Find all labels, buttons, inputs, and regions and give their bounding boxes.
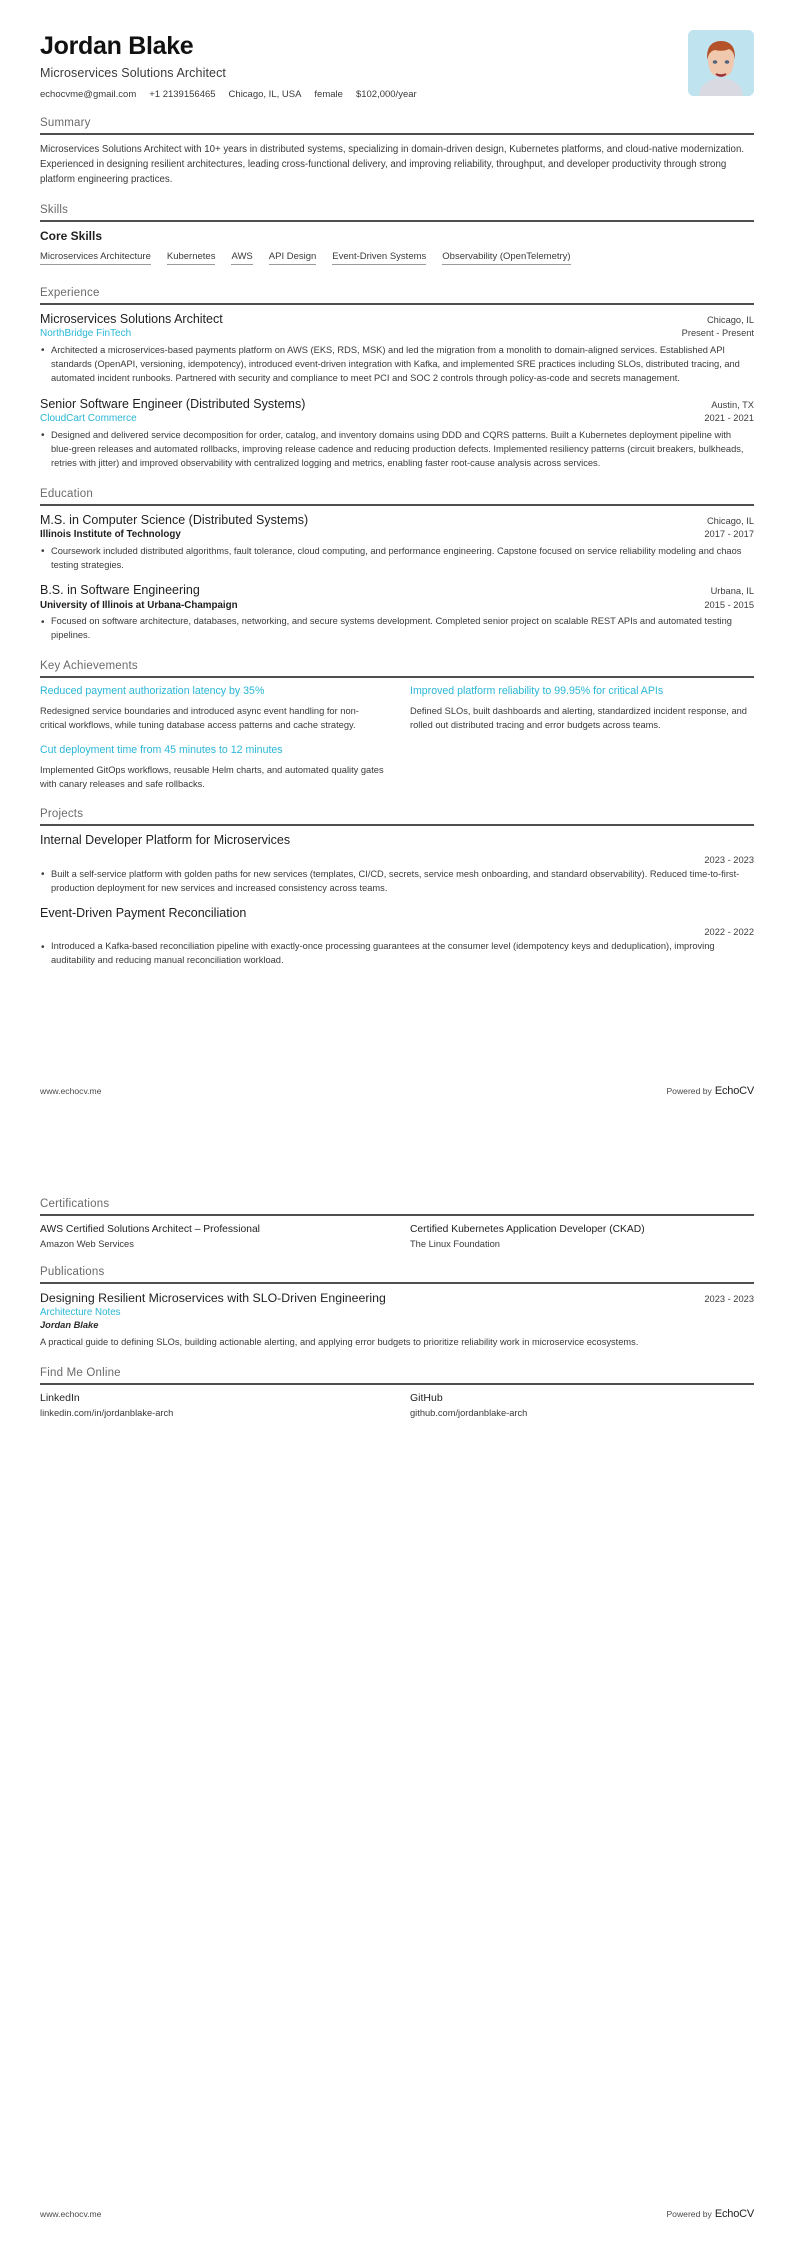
section-divider — [40, 133, 754, 135]
page-footer — [40, 2208, 754, 2220]
certification-issuer: The Linux Foundation — [410, 1238, 500, 1249]
header-text-block — [40, 30, 417, 100]
education-dates: 2015 - 2015 — [704, 600, 754, 611]
contact-phone: +1 2139156465 — [149, 88, 216, 100]
footer-powered-by — [666, 1085, 754, 1097]
skill-item: Kubernetes — [167, 251, 216, 265]
section-key-achievements — [40, 660, 754, 791]
achievement-card — [40, 685, 384, 733]
certification-entry — [410, 1223, 754, 1249]
page-footer — [40, 1085, 754, 1097]
contact-gender: female — [314, 88, 343, 100]
skill-list — [40, 251, 754, 270]
section-title-links: Find Me Online — [40, 1366, 121, 1379]
resume-page-2 — [0, 1123, 794, 2246]
contact-line — [40, 89, 417, 100]
project-dates: 2023 - 2023 — [704, 854, 754, 865]
contact-salary: $102,000/year — [355, 88, 417, 100]
section-title-education: Education — [40, 487, 93, 500]
section-summary — [40, 117, 754, 187]
experience-entry — [40, 312, 754, 386]
section-title-projects: Projects — [40, 808, 84, 821]
skill-item: Microservices Architecture — [40, 251, 151, 265]
achievement-description: Defined SLOs, built dashboards and alerting, standardized incident response, and rolled out distributed tracing and error budgets across teams. — [410, 705, 747, 731]
education-location: Chicago, IL — [706, 515, 754, 526]
publication-title: Designing Resilient Microservices with SLO-Driven Engineering — [40, 1290, 386, 1305]
certification-issuer: Amazon Web Services — [40, 1238, 134, 1249]
section-certifications — [40, 1198, 754, 1249]
achievement-card — [40, 744, 384, 792]
section-title-summary: Summary — [40, 116, 91, 129]
section-divider — [40, 303, 754, 305]
link-entry-linkedin[interactable] — [40, 1392, 384, 1418]
bullet-item: • Introduced a Kafka-based reconciliation pipeline with exactly-once processing guarantees at the consumer level (idempotency keys and deduplication), improving auditability and reducing manual reconciliation workload. — [40, 940, 754, 968]
achievements-grid — [40, 685, 754, 791]
skill-item: API Design — [269, 251, 317, 265]
project-dates: 2022 - 2022 — [704, 927, 754, 938]
section-divider — [40, 1383, 754, 1385]
section-projects — [40, 808, 754, 968]
section-publications — [40, 1266, 754, 1350]
section-title-achievements: Key Achievements — [40, 660, 138, 673]
experience-job-title: Senior Software Engineer (Distributed Systems) — [40, 396, 306, 411]
certification-entry — [40, 1223, 384, 1249]
avatar-portrait-icon — [688, 30, 754, 96]
education-degree: B.S. in Software Engineering — [40, 583, 200, 598]
education-school: Illinois Institute of Technology — [40, 529, 181, 541]
link-label: GitHub — [410, 1391, 443, 1404]
publication-entry — [40, 1291, 754, 1350]
skill-group-name: Core Skills — [40, 228, 103, 243]
footer-powered-by — [666, 2208, 754, 2220]
experience-location: Chicago, IL — [706, 314, 754, 325]
project-bullets — [40, 940, 754, 968]
certifications-grid — [40, 1223, 754, 1249]
section-divider — [40, 504, 754, 506]
bullet-item: • Architected a microservices-based payments platform on AWS (EKS, RDS, MSK) and led the migration from a monolith to domain-aligned services. Established API standards (OpenAPI, versioning, idempotency), introduced event-driven integration with Kafka, and implemented SRE practices including SLOs, distributed tracing, and automated incident runbooks. Partnered with security and compliance to meet PCI and SOC 2 controls through policy-as-code and secrets management. — [40, 344, 754, 386]
experience-dates: 2021 - 2021 — [704, 413, 754, 424]
footer-powered-label: Powered by — [666, 1086, 712, 1096]
experience-location: Austin, TX — [711, 399, 754, 410]
education-dates: 2017 - 2017 — [704, 529, 754, 540]
achievement-description: Redesigned service boundaries and introduced async event handling for non-critical workflows, while tuning database access patterns and cache strategy. — [40, 705, 359, 731]
publication-dates: 2023 - 2023 — [704, 1293, 754, 1304]
section-find-me-online — [40, 1367, 754, 1418]
experience-job-title: Microservices Solutions Architect — [40, 311, 223, 326]
education-bullets — [40, 545, 754, 573]
publication-author: Jordan Blake — [40, 1320, 99, 1331]
skill-item: Event-Driven Systems — [332, 251, 426, 265]
experience-bullets — [40, 344, 754, 386]
section-divider — [40, 220, 754, 222]
experience-company: CloudCart Commerce — [40, 413, 137, 425]
certification-name: AWS Certified Solutions Architect – Professional — [40, 1224, 260, 1235]
project-entry — [40, 906, 754, 969]
skill-item: AWS — [231, 251, 252, 265]
contact-email: echocvme@gmail.com — [40, 88, 137, 100]
section-title-certifications: Certifications — [40, 1198, 110, 1210]
section-divider — [40, 824, 754, 826]
experience-dates: Present - Present — [681, 328, 754, 339]
project-title: Internal Developer Platform for Microservices — [40, 833, 291, 848]
section-divider — [40, 1282, 754, 1284]
footer-site-url: www.echocv.me — [40, 1086, 102, 1096]
section-title-experience: Experience — [40, 286, 100, 299]
footer-site-url: www.echocv.me — [40, 2209, 102, 2219]
bullet-item: • Built a self-service platform with golden paths for new services (templates, CI/CD, secrets, service mesh onboarding, and standard observability). Reduced time-to-first-production deployment for new services and increased consistency across teams. — [40, 868, 754, 896]
section-divider — [40, 1214, 754, 1216]
resume-header — [40, 30, 754, 100]
skill-item: Observability (OpenTelemetry) — [442, 251, 570, 265]
section-experience — [40, 287, 754, 471]
link-url[interactable]: linkedin.com/in/jordanblake-arch — [40, 1407, 174, 1418]
education-location: Urbana, IL — [710, 586, 754, 597]
achievement-card — [410, 685, 754, 733]
links-grid — [40, 1392, 754, 1418]
project-title: Event-Driven Payment Reconciliation — [40, 905, 247, 920]
footer-powered-label: Powered by — [666, 2209, 712, 2219]
education-entry — [40, 583, 754, 643]
candidate-name: Jordan Blake — [40, 32, 194, 60]
candidate-headline: Microservices Solutions Architect — [40, 65, 227, 80]
footer-brand: EchoCV — [714, 2208, 754, 2220]
achievement-title: Reduced payment authorization latency by 35% — [40, 685, 265, 698]
contact-location: Chicago, IL, USA — [228, 88, 302, 100]
avatar — [688, 30, 754, 96]
education-degree: M.S. in Computer Science (Distributed Systems) — [40, 512, 309, 527]
footer-brand: EchoCV — [714, 1085, 754, 1097]
project-entry — [40, 833, 754, 896]
link-label: LinkedIn — [40, 1391, 80, 1404]
bullet-item: • Focused on software architecture, databases, networking, and secure systems development. Completed senior project on scalable REST APIs and automated testing pipelines. — [40, 615, 754, 643]
section-title-skills: Skills — [40, 203, 69, 216]
section-title-publications: Publications — [40, 1265, 105, 1278]
link-url[interactable]: github.com/jordanblake-arch — [410, 1407, 528, 1418]
education-school: University of Illinois at Urbana-Champaign — [40, 600, 238, 612]
link-entry-github[interactable] — [410, 1392, 754, 1418]
summary-text: Microservices Solutions Architect with 10+ years in distributed systems, specializing in domain-driven design, Kubernetes platforms, and cloud-native modernization. Experienced in designing resilient architectures, leading cross-functional delivery, and improving reliability, throughput, and developer productivity through strong platform engineering practices. — [40, 143, 745, 185]
bullet-item: • Designed and delivered service decomposition for order, catalog, and inventory domains using DDD and CQRS patterns. Built a Kubernetes deployment pipeline with blue-green releases and automated rollbacks, improving release cadence and reducing production defects. Implemented resiliency patterns (circuit breakers, bulkheads, retries with jitter) and improved observability with centralized logging and metrics, enabling faster root-cause analysis across services. — [40, 429, 754, 471]
achievement-title: Cut deployment time from 45 minutes to 12 minutes — [40, 743, 283, 756]
bullet-item: • Coursework included distributed algorithms, fault tolerance, cloud computing, and performance engineering. Capstone focused on service reliability modeling and chaos testing strategies. — [40, 545, 754, 573]
experience-company: NorthBridge FinTech — [40, 328, 132, 340]
publication-description: A practical guide to defining SLOs, building actionable alerting, and applying error budgets to prioritize reliability work in microservice ecosystems. — [40, 1337, 639, 1348]
education-entry — [40, 513, 754, 573]
achievement-description: Implemented GitOps workflows, reusable Helm charts, and automated quality gates with canary releases and safe rollbacks. — [40, 764, 384, 789]
experience-entry — [40, 397, 754, 471]
project-bullets — [40, 868, 754, 896]
certification-name: Certified Kubernetes Application Developer (CKAD) — [410, 1224, 645, 1235]
education-bullets — [40, 615, 754, 643]
section-education — [40, 488, 754, 643]
section-divider — [40, 676, 754, 678]
section-skills — [40, 204, 754, 270]
achievement-title: Improved platform reliability to 99.95% for critical APIs — [410, 685, 664, 698]
publication-venue: Architecture Notes — [40, 1307, 121, 1319]
experience-bullets — [40, 429, 754, 471]
